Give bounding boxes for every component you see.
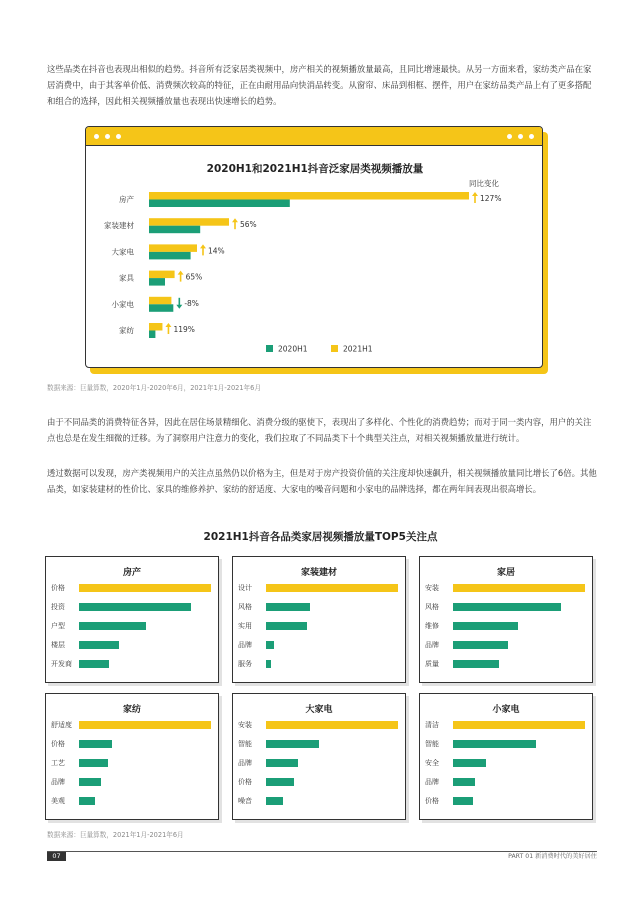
panel-row (420, 795, 592, 807)
panel-row-label: 噪音 (238, 797, 252, 805)
panel-row-label: 清洁 (425, 721, 439, 729)
bar-2021h1 (149, 297, 171, 305)
legend-swatch-2021h1 (331, 345, 338, 352)
panel-row (420, 719, 592, 731)
panel-bar (453, 660, 499, 668)
panel-row-label: 质量 (425, 660, 439, 668)
category-label: 大家电 (111, 247, 134, 257)
panel-bar (79, 603, 191, 611)
panel-bar (79, 660, 109, 668)
panel-row (46, 738, 218, 750)
panel-title: 家纺 (122, 705, 141, 715)
change-label: 14% (208, 246, 225, 256)
panel-row (233, 639, 405, 651)
panel-row-label: 价格 (51, 740, 65, 748)
panel-row-label: 风格 (238, 603, 252, 611)
paragraph-2: 由于不同品类的消费特征各异，因此在居住场景精细化、消费分级的驱使下，表现出了多样化、个性化的消费趋势；而对于同一类内容，用户的关注点也总是在发生细微的迁移。为了洞察用户注意力的变化，我们拉取了不同品类下十个典型关注点，对相关视频播放量进行统计。 (47, 417, 592, 443)
top5-chart-title: 2021H1抖音各品类家居视频播放量TOP5关注点 (203, 531, 438, 543)
panel-row-label: 安全 (425, 759, 439, 767)
panel-row-label: 安装 (425, 584, 439, 592)
video-views-chart (86, 146, 543, 368)
panel-row (46, 620, 218, 632)
panel-row (233, 776, 405, 788)
panel-title: 家装建材 (300, 568, 337, 578)
panel-2 (419, 556, 593, 683)
chart-window (85, 126, 543, 368)
bar-2020h1 (149, 331, 155, 339)
change-label: 56% (240, 220, 257, 230)
panel-row (233, 582, 405, 594)
panel-bar (453, 603, 561, 611)
category-label: 家装建材 (104, 221, 134, 231)
window-dot-icon (518, 134, 523, 139)
panel-bar (453, 721, 585, 729)
panel-row (420, 658, 592, 670)
arrow-down-icon (176, 305, 182, 309)
panel-bar (266, 584, 398, 592)
panel-bar (266, 603, 310, 611)
paragraph-3: 透过数据可以发现，房产类视频用户的关注点虽然仍以价格为主，但是对于房产投资价值的关注度却快速飙升，相关视频播放量同比增长了6倍。其他品类，如家装建材的性价比、家具的维修养护、家纺的舒适度、大家电的噪音问题和小家电的品牌选择，都在两年间表现出很高增长。 (47, 468, 597, 494)
panel-bar (266, 797, 283, 805)
panel-3 (45, 693, 219, 820)
panel-row-label: 智能 (238, 740, 252, 748)
panel-row-label: 楼层 (51, 641, 65, 649)
panel-row (46, 795, 218, 807)
source-note-1: 数据来源：巨量算数，2020年1月-2020年6月，2021年1月-2021年6月 (47, 384, 261, 392)
window-dot-icon (507, 134, 512, 139)
arrow-up-icon (232, 218, 238, 222)
panel-row-label: 品牌 (238, 759, 252, 767)
legend-swatch-2020h1 (266, 345, 273, 352)
panel-row-label: 工艺 (51, 759, 65, 767)
panel-row-label: 美观 (51, 797, 65, 805)
bar-2020h1 (149, 278, 165, 286)
panel-row-label: 舒适度 (51, 721, 72, 729)
panel-bar (266, 641, 274, 649)
panel-row (233, 719, 405, 731)
panel-row-label: 投资 (51, 603, 65, 611)
panel-row (46, 757, 218, 769)
change-header: 同比变化 (469, 179, 499, 188)
panel-row-label: 安装 (238, 721, 252, 729)
panel-4 (232, 693, 406, 820)
panel-bar (79, 721, 211, 729)
category-label: 小家电 (111, 299, 134, 309)
panel-bar (79, 740, 112, 748)
source-note-2: 数据来源：巨量算数，2021年1月-2021年6月 (47, 831, 184, 839)
panel-row-label: 服务 (238, 660, 252, 668)
bar-2021h1 (149, 218, 229, 226)
bar-2020h1 (149, 252, 191, 260)
panel-row-label: 品牌 (425, 641, 439, 649)
panel-bar (266, 622, 307, 630)
panel-row (46, 658, 218, 670)
panel-row-label: 实用 (238, 622, 252, 630)
panel-1 (232, 556, 406, 683)
panel-row (420, 738, 592, 750)
panel-row (233, 620, 405, 632)
panel-0 (45, 556, 219, 683)
panel-title: 家居 (496, 568, 515, 578)
panel-bar (453, 797, 473, 805)
panel-row (233, 757, 405, 769)
panel-bar (79, 759, 108, 767)
panel-bar (453, 740, 536, 748)
panel-bar (266, 740, 319, 748)
panel-row (420, 582, 592, 594)
panel-title: 房产 (122, 568, 141, 578)
panel-row (46, 776, 218, 788)
bar-2021h1 (149, 323, 162, 331)
window-dot-icon (116, 134, 121, 139)
panel-title: 大家电 (305, 705, 333, 715)
window-dot-icon (94, 134, 99, 139)
panel-row (233, 795, 405, 807)
panel-row-label: 价格 (51, 584, 65, 592)
panel-row (420, 620, 592, 632)
panel-row-label: 品牌 (51, 778, 65, 786)
legend-label-2021h1: 2021H1 (343, 344, 373, 354)
change-label: 127% (480, 194, 502, 203)
window-dot-icon (529, 134, 534, 139)
panel-bar (453, 584, 585, 592)
panel-bar (266, 778, 294, 786)
chart-title: 2020H1和2021H1抖音泛家居类视频播放量 (206, 163, 424, 175)
panel-bar (453, 778, 475, 786)
bar-2020h1 (149, 200, 290, 208)
panel-row-label: 品牌 (238, 641, 252, 649)
category-label: 家具 (119, 273, 134, 283)
panel-row (46, 601, 218, 613)
panel-row (46, 639, 218, 651)
panel-row (233, 601, 405, 613)
intro-paragraph: 这些品类在抖音也表现出相似的趋势。抖音所有泛家居类视频中，房产相关的视频播放量最高，且同比增速最快。从另一方面来看，家纺类产品在家居消费中，由于其客单价低、消费频次较高的特征，正在由耐用品向快消品转变。从窗帘、床品到相框、摆件，用户在家纺品类产品上有了更多搭配和组合的选择，因此相关视频播放量也表现出快速增长的趋势。 (47, 64, 592, 106)
panel-title: 小家电 (492, 705, 520, 715)
panel-bar (453, 622, 518, 630)
change-label: 119% (173, 325, 195, 334)
category-label: 家纺 (119, 326, 134, 335)
legend-label-2020h1: 2020H1 (278, 344, 308, 354)
panel-bar (266, 721, 398, 729)
panel-bar (453, 759, 486, 767)
arrow-up-icon (200, 244, 206, 248)
arrow-up-icon (178, 271, 184, 275)
bar-2021h1 (149, 271, 175, 279)
change-label: 65% (185, 272, 203, 282)
panel-row (420, 757, 592, 769)
panel-row (233, 738, 405, 750)
panel-row-label: 品牌 (425, 778, 439, 786)
panel-row (46, 582, 218, 594)
panel-row-label: 风格 (425, 603, 439, 611)
page-number: 07 (47, 852, 66, 861)
change-label: -8% (184, 298, 199, 308)
panel-row-label: 户型 (51, 622, 65, 630)
panel-bar (79, 584, 211, 592)
footer-section-label: PART 01 新消费时代的美好居住 (508, 853, 597, 860)
panel-row (420, 639, 592, 651)
panel-row-label: 价格 (238, 778, 252, 786)
panel-bar (453, 641, 508, 649)
arrow-up-icon (165, 323, 171, 327)
panel-bar (266, 660, 271, 668)
panel-row (46, 719, 218, 731)
window-dot-icon (105, 134, 110, 139)
window-titlebar (86, 127, 542, 146)
bar-2021h1 (149, 244, 197, 252)
bar-2020h1 (149, 226, 200, 234)
panel-bar (266, 759, 298, 767)
panel-row (233, 658, 405, 670)
panel-row-label: 价格 (425, 797, 439, 805)
category-label: 房产 (119, 195, 134, 204)
panel-row (420, 601, 592, 613)
panel-5 (419, 693, 593, 820)
panel-bar (79, 797, 95, 805)
panel-row-label: 开发商 (51, 660, 72, 668)
panel-row-label: 维修 (425, 622, 439, 630)
panel-bar (79, 778, 101, 786)
bar-2021h1 (149, 192, 469, 200)
panel-row-label: 智能 (425, 740, 439, 748)
arrow-up-icon (472, 192, 478, 196)
panel-bar (79, 641, 119, 649)
bar-2020h1 (149, 304, 173, 312)
panel-bar (79, 622, 146, 630)
panel-row (420, 776, 592, 788)
panel-row-label: 设计 (238, 584, 252, 592)
